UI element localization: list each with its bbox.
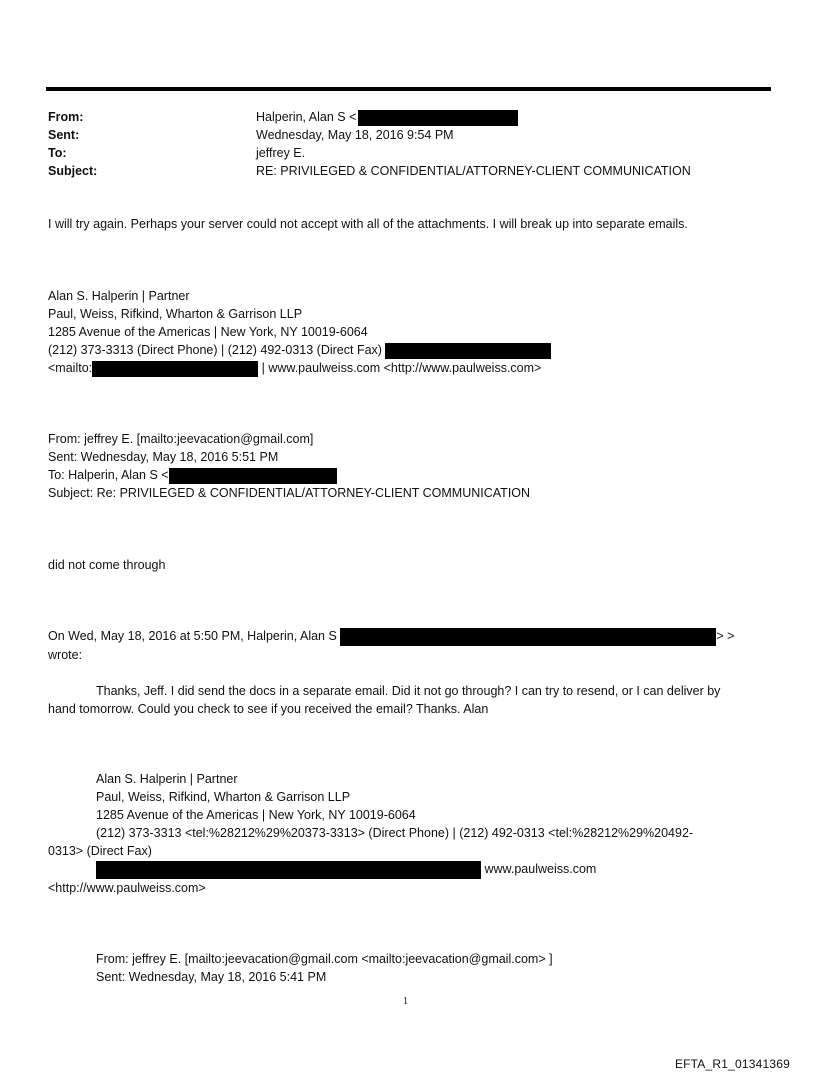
quoted-header-1 xyxy=(48,430,530,502)
sig-phones xyxy=(48,341,551,359)
subject-value: RE: PRIVILEGED & CONFIDENTIAL/ATTORNEY-CLIENT COMMUNICATION xyxy=(256,164,691,178)
email-header xyxy=(48,108,691,180)
quoted-sent: Sent: Wednesday, May 18, 2016 5:41 PM xyxy=(96,970,327,984)
to-value: jeffrey E. xyxy=(256,146,306,160)
sig-phones-2: 0313> (Direct Fax) xyxy=(48,844,152,858)
from-row xyxy=(48,108,691,126)
redaction-box xyxy=(92,361,258,377)
sig-firm: Paul, Weiss, Rifkind, Wharton & Garrison LLP xyxy=(48,307,303,321)
body-paragraph-3: Thanks, Jeff. I did send the docs in a separate email. Did it not go through? I can try to resend, or I can deliver by hand tomorrow. Could you check to see if you received the email? Thanks. Alan xyxy=(48,684,721,716)
to-label: To: xyxy=(48,146,67,160)
sig-web-text[interactable]: www.paulweiss.com xyxy=(481,862,597,876)
to-row xyxy=(48,144,691,162)
signature-block-2 xyxy=(48,770,693,897)
quoted-from: From: jeffrey E. [mailto:jeevacation@gmail.com <mailto:jeevacation@gmail.com> ] xyxy=(96,952,553,966)
on-wrote-line xyxy=(48,627,734,664)
header-rule xyxy=(46,87,771,91)
subject-row xyxy=(48,162,691,180)
quoted-to xyxy=(48,466,530,484)
sig-firm: Paul, Weiss, Rifkind, Wharton & Garrison LLP xyxy=(96,790,351,804)
redaction-box xyxy=(96,861,481,879)
sig-name: Alan S. Halperin | Partner xyxy=(96,772,238,786)
sent-value: Wednesday, May 18, 2016 9:54 PM xyxy=(256,128,454,142)
from-label: From: xyxy=(48,110,84,124)
sig-mailto-text: <mailto: xyxy=(48,361,93,375)
redaction-box xyxy=(169,468,337,484)
subject-label: Subject: xyxy=(48,164,98,178)
signature-block-1 xyxy=(48,287,551,377)
on-wrote-tail: > > xyxy=(716,629,735,643)
on-wrote-text: On Wed, May 18, 2016 at 5:50 PM, Halperin, Alan S xyxy=(48,629,337,643)
redaction-box xyxy=(340,628,716,646)
quoted-subject: Subject: Re: PRIVILEGED & CONFIDENTIAL/ATTORNEY-CLIENT COMMUNICATION xyxy=(48,486,531,500)
body-paragraph-1: I will try again. Perhaps your server could not accept with all of the attachments. I will break up into separate emails. xyxy=(48,217,688,231)
sig-name: Alan S. Halperin | Partner xyxy=(48,289,190,303)
sent-label: Sent: xyxy=(48,128,80,142)
redaction-box xyxy=(385,343,551,359)
quoted-to-text: To: Halperin, Alan S < xyxy=(48,468,169,482)
from-name: Halperin, Alan S < xyxy=(256,110,357,124)
redaction-box xyxy=(358,110,518,126)
sig-web-line xyxy=(48,860,693,879)
quoted-sent: Sent: Wednesday, May 18, 2016 5:51 PM xyxy=(48,450,279,464)
on-wrote-line-2: wrote: xyxy=(48,647,83,662)
on-wrote-line-1 xyxy=(48,627,734,646)
sig-address: 1285 Avenue of the Americas | New York, NY 10019-6064 xyxy=(48,325,368,339)
sig-address: 1285 Avenue of the Americas | New York, NY 10019-6064 xyxy=(96,808,416,822)
sig-web-line xyxy=(48,359,551,377)
quoted-header-2 xyxy=(48,950,553,986)
sig-phones-1: (212) 373-3313 <tel:%28212%29%20373-3313> (Direct Phone) | (212) 492-0313 <tel:%28212%29%20492- xyxy=(96,826,694,840)
from-value xyxy=(256,108,518,126)
quoted-from: From: jeffrey E. [mailto:jeevacation@gmail.com] xyxy=(48,432,314,446)
sig-phones-text: (212) 373-3313 (Direct Phone) | (212) 492-0313 (Direct Fax) xyxy=(48,343,382,357)
page-number: 1 xyxy=(403,996,408,1007)
sent-row xyxy=(48,126,691,144)
bates-number: EFTA_R1_01341369 xyxy=(674,1057,790,1071)
sig-web-link[interactable]: | www.paulweiss.com <http://www.paulweiss.com> xyxy=(258,361,542,375)
body-paragraph-2: did not come through xyxy=(48,558,166,572)
sig-web-link[interactable]: <http://www.paulweiss.com> xyxy=(48,880,206,895)
